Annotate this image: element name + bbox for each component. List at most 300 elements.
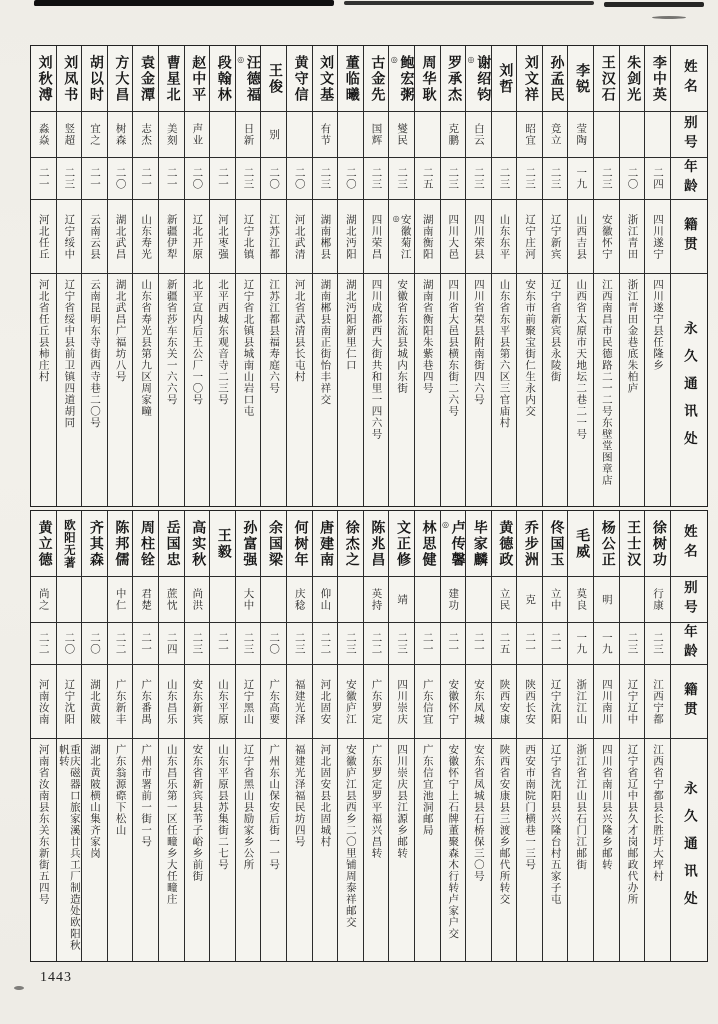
name-cell-text: 段翰林 [215, 54, 231, 103]
name-cell-text: 唐建南 [318, 519, 334, 568]
native-cell-text: 广东信宜 [421, 678, 433, 725]
header-age [671, 158, 707, 200]
name-cell-text: 方大昌 [113, 54, 129, 103]
native-cell [645, 665, 670, 739]
entry-column [492, 511, 518, 961]
name-cell [57, 46, 82, 112]
name-cell [364, 511, 389, 577]
name-cell-text: 周柱铨 [139, 519, 155, 568]
entry-column [108, 46, 134, 506]
age-cell-text: 二二 [114, 632, 126, 655]
name-cell [133, 46, 158, 112]
entry-column [159, 46, 185, 506]
entry-column [31, 46, 57, 506]
address-cell [543, 739, 568, 961]
address-cell-text: 辽宁省北镇县城南山岩口屯 [242, 279, 254, 417]
entry-column [338, 46, 364, 506]
name-cell-text: 汪德福 ◎ [237, 54, 260, 103]
alias-cell [389, 112, 414, 158]
alias-cell [645, 112, 670, 158]
native-cell [313, 665, 338, 739]
address-cell [568, 739, 593, 961]
age-cell [82, 158, 107, 200]
age-cell-text: 二一 [549, 632, 561, 655]
alias-cell-text: 君楚 [140, 588, 152, 611]
age-cell-text: 二三 [549, 167, 561, 190]
address-cell [492, 739, 517, 961]
age-cell-text: 二〇 [88, 632, 100, 655]
annotation-mark: ◎ [392, 213, 400, 223]
alias-cell-text: 尚之 [37, 588, 49, 611]
alias-cell [236, 577, 261, 623]
header-alias [671, 577, 707, 623]
age-cell [133, 158, 158, 200]
header-alias-text: 别号 [681, 580, 697, 619]
address-cell [645, 739, 670, 961]
entry-column [389, 46, 415, 506]
alias-cell [82, 112, 107, 158]
native-cell [57, 665, 82, 739]
header-age-text: 年龄 [681, 159, 697, 198]
entry-column [185, 511, 211, 961]
header-native-text: 籍贯 [681, 682, 697, 721]
name-cell-text: 王士汉 [625, 519, 641, 568]
entry-column [645, 511, 671, 961]
native-cell [31, 200, 56, 274]
address-cell-text: 广东信宜池洞邮局 [421, 744, 433, 836]
alias-cell [543, 577, 568, 623]
age-cell [364, 158, 389, 200]
header-name-text: 姓名 [681, 59, 697, 98]
address-cell [185, 739, 210, 961]
name-cell [236, 46, 261, 112]
name-cell-text: 王俊 [266, 62, 282, 95]
alias-cell-text: 有节 [319, 123, 331, 146]
alias-cell [261, 577, 286, 623]
native-cell [543, 200, 568, 274]
address-cell-text: 山西省太原市天地坛二巷二一号 [575, 279, 587, 440]
alias-cell [492, 577, 517, 623]
age-cell-text: 二〇 [63, 632, 75, 655]
entry-column [415, 46, 441, 506]
age-cell-text: 二〇 [344, 167, 356, 190]
name-cell [389, 511, 414, 577]
address-cell [364, 739, 389, 961]
native-cell [466, 665, 491, 739]
entry-column [517, 511, 543, 961]
native-cell-text: 陕西长安 [524, 678, 536, 725]
name-cell [261, 46, 286, 112]
address-cell [31, 739, 56, 961]
age-cell-text: 二一 [524, 632, 536, 655]
address-cell [57, 739, 82, 961]
native-cell-text: 陕西安康 [498, 678, 510, 725]
native-cell-text: 辽宁庄河 [524, 213, 536, 260]
address-cell-text: 山东省东平县第六区三官庙村 [498, 279, 510, 429]
name-cell [543, 511, 568, 577]
name-cell [517, 511, 542, 577]
alias-cell-text: 大中 [242, 588, 254, 611]
name-cell-text: 谢绍钧 ◎ [467, 54, 491, 103]
address-cell [159, 739, 184, 961]
header-column [671, 46, 707, 506]
age-cell-text: 二一 [37, 167, 49, 190]
age-cell [620, 623, 645, 665]
name-cell [466, 46, 491, 112]
age-cell-text: 二三 [652, 632, 664, 655]
entry-column [492, 46, 518, 506]
name-cell [415, 511, 440, 577]
entry-column [108, 511, 134, 961]
name-cell [210, 511, 235, 577]
alias-cell-text: 美刻 [165, 123, 177, 146]
address-cell [159, 274, 184, 506]
name-cell-text: 鲍宏粥 ◎ [390, 54, 414, 103]
native-cell-text: 辽宁黑山 [242, 678, 254, 725]
alias-cell [466, 112, 491, 158]
native-cell-text: 安徽怀宁 [447, 678, 459, 725]
age-cell-text: 二二 [37, 632, 49, 655]
age-cell [441, 158, 466, 200]
name-cell-text: 孙富强 [241, 519, 257, 568]
header-address [671, 274, 707, 506]
native-cell [82, 665, 107, 739]
age-cell-text: 二二 [370, 632, 382, 655]
entry-column [389, 511, 415, 961]
address-cell [466, 739, 491, 961]
alias-cell [543, 112, 568, 158]
entry-column [568, 46, 594, 506]
address-cell [441, 274, 466, 506]
address-cell [133, 739, 158, 961]
entry-column [441, 46, 467, 506]
entry-column [31, 511, 57, 961]
native-cell-text: 安徽怀宁 [600, 213, 612, 260]
alias-cell [645, 577, 670, 623]
name-cell [287, 46, 312, 112]
native-cell-text: 四川大邑 [447, 213, 459, 260]
age-cell [543, 623, 568, 665]
name-cell [364, 46, 389, 112]
age-cell [415, 623, 440, 665]
address-cell-text: 湖北武昌广福坊八号 [114, 279, 126, 383]
address-cell [313, 739, 338, 961]
age-cell [31, 158, 56, 200]
address-cell-text: 安东省凤城县石桥保三〇号 [472, 744, 484, 882]
age-cell-text: 二一 [140, 632, 152, 655]
native-cell-text: 山东昌乐 [165, 678, 177, 725]
entry-column [236, 46, 262, 506]
age-cell-text: 一九 [575, 167, 587, 190]
age-cell-text: 二一 [88, 167, 100, 190]
address-cell [261, 739, 286, 961]
address-cell [313, 274, 338, 506]
entry-column [133, 46, 159, 506]
alias-cell [57, 112, 82, 158]
name-cell-text: 岳国忠 [164, 519, 180, 568]
native-cell [313, 200, 338, 274]
native-cell-text: 安徽菊江 ◎ [392, 213, 411, 260]
native-cell [287, 200, 312, 274]
native-cell [185, 665, 210, 739]
name-cell [82, 511, 107, 577]
age-cell-text: 二〇 [293, 167, 305, 190]
age-cell-text: 二一 [140, 167, 152, 190]
alias-cell-text: 庆稔 [293, 588, 305, 611]
entry-column [338, 511, 364, 961]
name-cell [415, 46, 440, 112]
age-cell [185, 623, 210, 665]
native-cell [236, 200, 261, 274]
name-cell [82, 46, 107, 112]
address-cell-text: 四川遂宁县任隆乡 [652, 279, 664, 371]
entry-column [543, 511, 569, 961]
native-cell-text: 辽宁辽中 [626, 678, 638, 725]
entry-column [210, 46, 236, 506]
native-cell-text: 河北任丘 [37, 213, 49, 260]
native-cell [133, 200, 158, 274]
alias-cell [57, 577, 82, 623]
alias-cell [364, 577, 389, 623]
native-cell-text: 辽宁沈阳 [63, 678, 75, 725]
scan-artifact [14, 986, 24, 990]
alias-cell [236, 112, 261, 158]
annotation-mark: ◎ [390, 54, 398, 64]
name-cell [210, 46, 235, 112]
name-cell [645, 46, 670, 112]
alias-cell [287, 577, 312, 623]
native-cell-text: 四川南川 [600, 678, 612, 725]
age-cell [159, 623, 184, 665]
alias-cell-text: 宜之 [88, 123, 100, 146]
address-cell [31, 274, 56, 506]
entry-column [82, 511, 108, 961]
age-cell [133, 623, 158, 665]
name-cell [441, 511, 466, 577]
entry-column [210, 511, 236, 961]
native-cell-text: 辽北开原 [191, 213, 203, 260]
age-cell-text: 二三 [370, 167, 382, 190]
header-name-text: 姓名 [681, 524, 697, 563]
native-cell-text: 四川遂宁 [652, 213, 664, 260]
native-cell [441, 665, 466, 739]
age-cell [313, 158, 338, 200]
name-cell-text: 陈邦儒 [113, 519, 129, 568]
alias-cell [620, 577, 645, 623]
native-cell-text: 山东寿光 [140, 213, 152, 260]
header-age [671, 623, 707, 665]
address-cell-text: 广东翁源磜下松山 [114, 744, 126, 836]
address-cell-text: 云南昆明东寺街西寺巷二〇号 [88, 279, 100, 429]
name-cell-text: 李锐 [574, 62, 590, 95]
age-cell [466, 623, 491, 665]
alias-cell-text: 别 [268, 128, 280, 141]
address-cell-text: 辽宁省沈阳县兴隆台村五家子屯 [549, 744, 561, 905]
alias-cell-text: 淼焱 [37, 123, 49, 146]
name-cell-text: 罗承杰 [446, 54, 462, 103]
native-cell-text: 河北枣强 [216, 213, 228, 260]
native-cell-text: 四川荣昌 [370, 213, 382, 260]
name-cell-text: 黄立德 [36, 519, 52, 568]
name-cell [466, 511, 491, 577]
address-cell-text: 四川省南川县兴隆乡邮转 [600, 744, 612, 871]
native-cell-text: 浙江青田 [626, 213, 638, 260]
header-address-text: 永久通讯处 [681, 781, 697, 919]
name-cell-text: 欧阳无著 [62, 518, 75, 569]
native-cell [57, 200, 82, 274]
native-cell [287, 665, 312, 739]
address-cell [210, 739, 235, 961]
name-cell [517, 46, 542, 112]
name-cell [492, 511, 517, 577]
alias-cell-text: 克 [524, 593, 536, 606]
native-cell [543, 665, 568, 739]
native-cell-text: 辽宁沈阳 [549, 678, 561, 725]
alias-cell-text: 行康 [652, 588, 664, 611]
entry-column [517, 46, 543, 506]
age-cell [82, 623, 107, 665]
name-cell [108, 511, 133, 577]
alias-cell [441, 577, 466, 623]
alias-cell-text: 靖 [396, 593, 408, 606]
age-cell-text: 二〇 [268, 167, 280, 190]
address-cell [236, 274, 261, 506]
name-cell [133, 511, 158, 577]
age-cell [568, 623, 593, 665]
address-cell-text: 安徽庐江县西乡二〇里铺周泰祥邮交 [344, 744, 356, 928]
address-cell-text: 湖北黄陂横山集齐家岗 [88, 744, 100, 859]
native-cell [441, 200, 466, 274]
entry-column [185, 46, 211, 506]
name-cell-text: 佟国玉 [548, 519, 564, 568]
native-cell [364, 200, 389, 274]
address-cell [338, 739, 363, 961]
age-cell [492, 158, 517, 200]
name-cell-text: 余国梁 [266, 519, 282, 568]
address-cell [57, 274, 82, 506]
address-cell-text: 北平宣内后王公厂一〇号 [191, 279, 203, 406]
native-cell [133, 665, 158, 739]
alias-cell-text: 昭宜 [524, 123, 536, 146]
alias-cell-text: 莫良 [575, 588, 587, 611]
name-cell [236, 511, 261, 577]
age-cell [517, 623, 542, 665]
name-cell-text: 王毅 [215, 527, 231, 560]
native-cell [620, 200, 645, 274]
native-cell-text: 河南汝南 [37, 678, 49, 725]
age-cell [210, 623, 235, 665]
native-cell-text: 新疆伊犁 [165, 213, 177, 260]
native-cell [466, 200, 491, 274]
header-address [671, 739, 707, 961]
alias-cell [313, 112, 338, 158]
alias-cell [338, 577, 363, 623]
native-cell [517, 200, 542, 274]
address-cell-text: 广州市署前一街一号 [140, 744, 152, 848]
address-cell [364, 274, 389, 506]
name-cell-text: 毕家麟 [471, 519, 487, 568]
native-cell [568, 200, 593, 274]
address-cell-text: 四川成都西大街共和里一四六号 [370, 279, 382, 440]
native-cell-text: 安东新宾 [191, 678, 203, 725]
alias-cell-text: 白云 [472, 123, 484, 146]
native-cell [492, 200, 517, 274]
name-cell-text: 董临曦 [343, 54, 359, 103]
address-cell [389, 274, 414, 506]
native-cell [210, 200, 235, 274]
native-cell [594, 665, 619, 739]
address-cell-text: 安徽省东流县城内东街 [396, 279, 408, 394]
age-cell [594, 623, 619, 665]
name-cell-text: 刘秋溥 [36, 54, 52, 103]
name-cell [338, 46, 363, 112]
entry-column [236, 511, 262, 961]
address-cell-text: 四川省荣县附南街四六号 [472, 279, 484, 406]
entry-column [82, 46, 108, 506]
address-cell-text: 浙江省江山县石门江邮街 [575, 744, 587, 871]
alias-cell [415, 112, 440, 158]
address-cell [415, 274, 440, 506]
entry-column [568, 511, 594, 961]
name-cell [645, 511, 670, 577]
name-cell [185, 46, 210, 112]
native-cell [389, 200, 414, 274]
alias-cell-text: 志杰 [140, 123, 152, 146]
name-cell [108, 46, 133, 112]
address-cell-text: 陕西省安康县三渡乡邮代所转交 [498, 744, 510, 905]
alias-cell [466, 577, 491, 623]
age-cell-text: 二三 [626, 632, 638, 655]
name-cell [594, 46, 619, 112]
address-cell-text: 浙江青田金巷底朱柏庐 [626, 279, 638, 394]
age-cell [31, 623, 56, 665]
alias-cell [210, 577, 235, 623]
alias-cell-text: 克鹏 [447, 123, 459, 146]
address-cell-text: 西安市南院门横巷一三号 [524, 744, 536, 871]
name-cell-text: 朱剑光 [625, 54, 641, 103]
alias-cell-text: 声业 [191, 123, 203, 146]
age-cell-text: 二〇 [268, 632, 280, 655]
name-cell-text: 黄守信 [292, 54, 308, 103]
alias-cell-text: 竖超 [63, 123, 75, 146]
annotation-mark: ◎ [441, 519, 449, 529]
directory-table-bottom [30, 510, 708, 962]
age-cell-text: 二四 [652, 167, 664, 190]
address-cell-text: 江苏江都县福寿庭六号 [268, 279, 280, 394]
age-cell [364, 623, 389, 665]
age-cell-text: 二三 [524, 167, 536, 190]
native-cell-text: 广东高要 [268, 678, 280, 725]
address-cell [185, 274, 210, 506]
age-cell [517, 158, 542, 200]
name-cell [313, 511, 338, 577]
scan-artifact [34, 0, 334, 6]
age-cell-text: 二〇 [626, 167, 638, 190]
entry-column [645, 46, 671, 506]
address-cell [108, 739, 133, 961]
age-cell [236, 623, 261, 665]
address-cell-text: 山东平原县苏集街二七号 [216, 744, 228, 871]
header-column [671, 511, 707, 961]
alias-cell [492, 112, 517, 158]
age-cell-text: 二一 [447, 632, 459, 655]
alias-cell [185, 112, 210, 158]
native-cell [620, 665, 645, 739]
age-cell [338, 158, 363, 200]
age-cell [492, 623, 517, 665]
age-cell [108, 158, 133, 200]
age-cell [389, 158, 414, 200]
